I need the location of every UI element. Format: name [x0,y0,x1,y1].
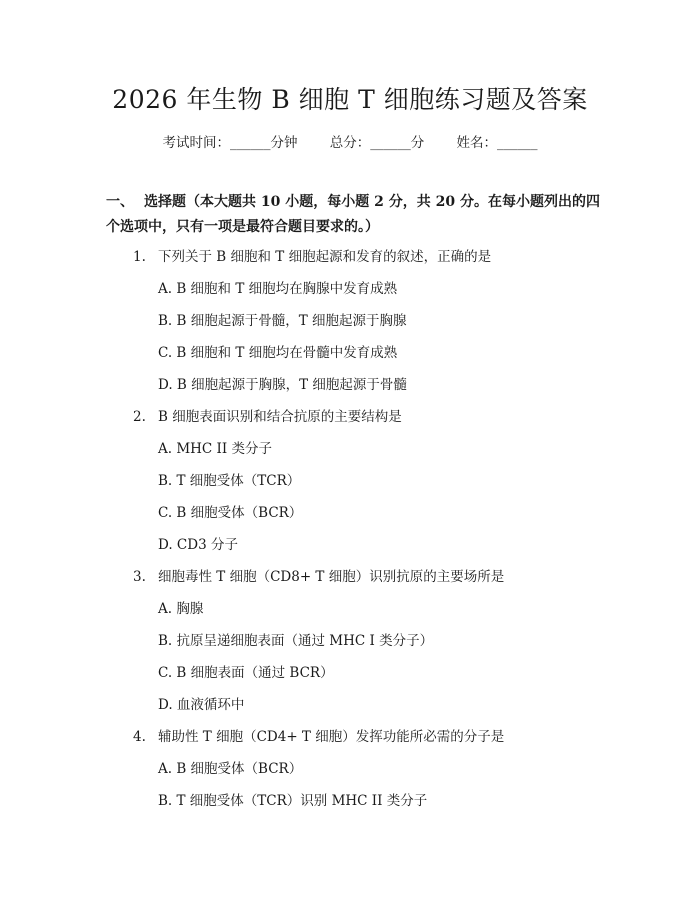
section-heading [106,190,606,240]
option: B. T 细胞受体（TCR） [158,473,301,489]
question-number: 3. [133,569,146,585]
question-number: 2. [133,409,146,425]
option: D. 血液循环中 [158,697,245,713]
name-field: 姓名：______ [456,135,538,151]
option: A. B 细胞和 T 细胞均在胸腺中发育成熟 [158,281,398,297]
option: D. CD3 分子 [158,537,238,553]
option: B. B 细胞起源于骨髓，T 细胞起源于胸腺 [158,313,407,329]
option: A. MHC II 类分子 [158,441,273,457]
option: C. B 细胞和 T 细胞均在骨髓中发育成熟 [158,345,398,361]
option: B. 抗原呈递细胞表面（通过 MHC I 类分子） [158,633,434,649]
option: A. B 细胞受体（BCR） [158,761,303,777]
question-3 [133,565,504,585]
question-4 [133,725,504,745]
option: B. T 细胞受体（TCR）识别 MHC II 类分子 [158,793,428,809]
page-title: 2026 年生物 B 细胞 T 细胞练习题及答案 [112,85,588,114]
question-number: 1. [133,249,146,265]
exam-time-field: 考试时间：______分钟 [162,135,298,151]
question-stem: 辅助性 T 细胞（CD4+ T 细胞）发挥功能所必需的分子是 [158,729,505,745]
exam-info-line [0,131,700,151]
question-1 [133,245,491,265]
section-instructions: 选择题（本大题共 10 小题，每小题 2 分，共 20 分。在每小题列出的四个选项中，只有一项是最符合题目要求的。） [106,194,600,235]
option: C. B 细胞受体（BCR） [158,505,303,521]
question-stem: 下列关于 B 细胞和 T 细胞起源和发育的叙述，正确的是 [158,249,492,265]
option: A. 胸腺 [158,601,204,617]
option: D. B 细胞起源于胸腺，T 细胞起源于骨髓 [158,377,407,393]
question-number: 4. [133,729,146,745]
option: C. B 细胞表面（通过 BCR） [158,665,334,681]
question-stem: 细胞毒性 T 细胞（CD8+ T 细胞）识别抗原的主要场所是 [158,569,505,585]
question-2 [133,405,402,425]
section-number: 一、 [106,194,134,210]
question-stem: B 细胞表面识别和结合抗原的主要结构是 [158,409,402,425]
total-score-field: 总分：______分 [329,135,425,151]
